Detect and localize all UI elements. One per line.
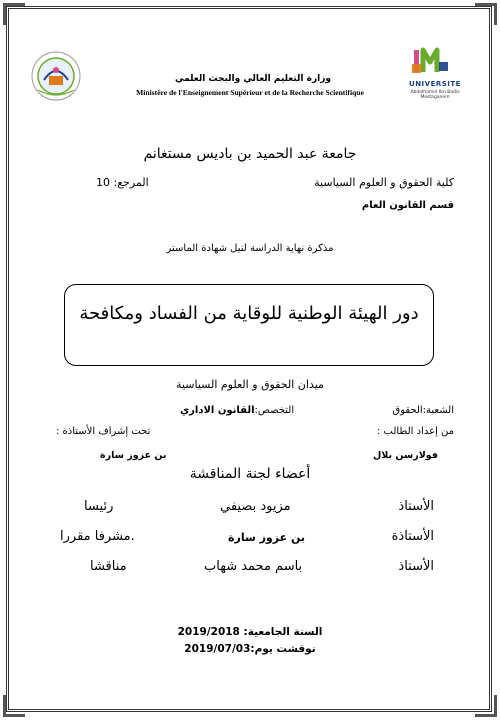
ministry-arabic: وزارة التعليم العالي والبحث العلمي — [174, 74, 332, 84]
committee-title: أعضاء لجنة المناقشة — [189, 466, 311, 482]
committee-member-1-title: الأستاذ — [398, 499, 434, 514]
thesis-title-box — [64, 284, 434, 366]
corner-ornament-top-left — [3, 3, 25, 25]
supervisor-name: بن عزوز سارة — [100, 450, 167, 461]
prepared-by-label: من إعداد الطالب : — [376, 426, 454, 437]
thesis-title: دور الهيئة الوطنية للوقاية من الفساد ومكافحة — [79, 303, 419, 324]
thesis-type: مذكرة نهاية الدراسة لنيل شهادة الماستر — [166, 243, 334, 254]
university-name: جامعة عبد الحميد بن باديس مستغانم — [143, 146, 357, 162]
committee-member-1-name: مزيود بصيفي — [220, 499, 291, 514]
corner-ornament-bottom-right — [475, 695, 497, 717]
defense-date: نوقشت يوم:2019/07/03 — [184, 643, 316, 655]
student-name: فولارسن بلال — [373, 450, 438, 461]
academic-year: السنة الجامعية: 2019/2018 — [177, 626, 323, 638]
specialty-label: التخصص: — [254, 405, 295, 416]
specialty — [180, 405, 294, 416]
committee-member-2-name: بن عزوز سارة — [228, 531, 305, 544]
ministry-french: Ministère de l'Enseignement Supérieur et de la Recherche Scientifique — [136, 88, 364, 97]
department-name: قسم القانون العام — [361, 200, 454, 211]
specialty-value: القانون الاداري — [180, 405, 255, 416]
faculty-logo — [30, 50, 82, 102]
university-logo-name: UNIVERSITE — [409, 80, 461, 88]
field-of-study: ميدان الحقوق و العلوم السياسية — [176, 378, 324, 391]
committee-member-1-role: رئيسا — [84, 499, 114, 514]
branch: الشعبة:الحقوق — [392, 405, 454, 416]
supervisor-label: تحت إشراف الأستاذة : — [56, 426, 151, 437]
committee-member-2-title: الأستاذة — [391, 529, 434, 544]
reference-number: المرجع: 10 — [96, 176, 149, 189]
committee-member-2-role: .مشرفا مقررا — [60, 529, 135, 544]
university-logo-sub: Abdelhamid Ibn Badis Mostaganem — [410, 90, 460, 100]
um-logo-icon — [410, 46, 450, 76]
committee-member-3-name: باسم محمد شهاب — [204, 559, 303, 574]
faculty-name: كلية الحقوق و العلوم السياسية — [314, 176, 454, 189]
committee-member-3-role: مناقشا — [90, 559, 127, 574]
university-logo — [400, 46, 470, 116]
committee-member-3-title: الأستاذ — [398, 559, 434, 574]
corner-ornament-bottom-left — [3, 695, 25, 717]
corner-ornament-top-right — [475, 3, 497, 25]
